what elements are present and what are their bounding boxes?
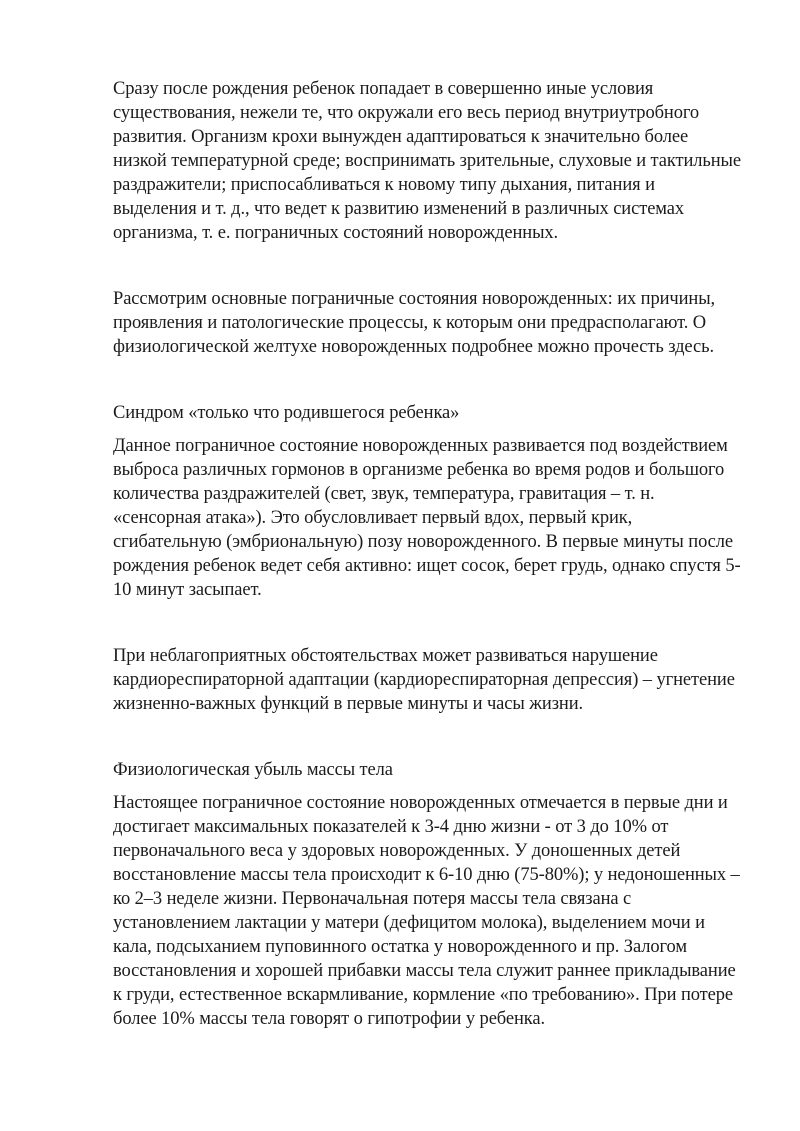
paragraph-overview: Рассмотрим основные пограничные состояния новорожденных: их причины, проявления и патологические процессы, к которым они предрасполагают. О физиологической желтухе новорожденных подробнее можно прочесть здесь. <box>113 289 716 357</box>
section-heading-weight-loss: Физиологическая убыль массы тела <box>113 760 393 780</box>
paragraph-intro-adaptation: Сразу после рождения ребенок попадает в совершенно иные условия существования, нежели те, что окружали его весь период внутриутробного развития. Организм крохи вынужден адаптироваться к значительно более низкой температурной среде; воспринимать зрительные, слуховые и тактильные раздражители; приспосабливаться к новому типу дыхания, питания и выделения и т. д., что ведет к развитию изменений в различных системах организма, т. е. пограничных состояний новорожденных. <box>113 79 741 243</box>
paragraph-newborn-syndrome: Данное пограничное состояние новорожденных развивается под воздействием выброса различных гормонов в организме ребенка во время родов и большого количества раздражителей (свет, звук, температура, гравитация – т. н. «сенсорная атака»). Это обусловливает первый вдох, первый крик, сгибательную (эмбриональную) позу новорожденного. В первые минуты после рождения ребенок ведет себя активно: ищет сосок, берет грудь, однако спустя 5-10 минут засыпает. <box>113 436 741 600</box>
section-heading-newborn-syndrome: Синдром «только что родившегося ребенка» <box>113 403 460 423</box>
paragraph-weight-loss: Настоящее пограничное состояние новорожденных отмечается в первые дни и достигает максимальных показателей к 3-4 дню жизни - от 3 до 10% от первоначального веса у здоровых новорожденных. У доношенных детей восстановление массы тела происходит к 6-10 дню (75-80%); у недоношенных – ко 2–3 неделе жизни. Первоначальная потеря массы тела связана с установлением лактации у матери (дефицитом молока), выделением мочи и кала, подсыханием пуповинного остатка у новорожденного и пр. Залогом восстановления и хорошей прибавки массы тела служит раннее прикладывание к груди, естественное вскармливание, кормление «по требованию». При потере более 10% массы тела говорят о гипотрофии у ребенка. <box>113 793 740 1029</box>
document-content <box>113 77 742 1031</box>
paragraph-cardiorespiratory: При неблагоприятных обстоятельствах может развиваться нарушение кардиореспираторной адаптации (кардиореспираторная депрессия) – угнетение жизненно-важных функций в первые минуты и часы жизни. <box>113 646 735 714</box>
